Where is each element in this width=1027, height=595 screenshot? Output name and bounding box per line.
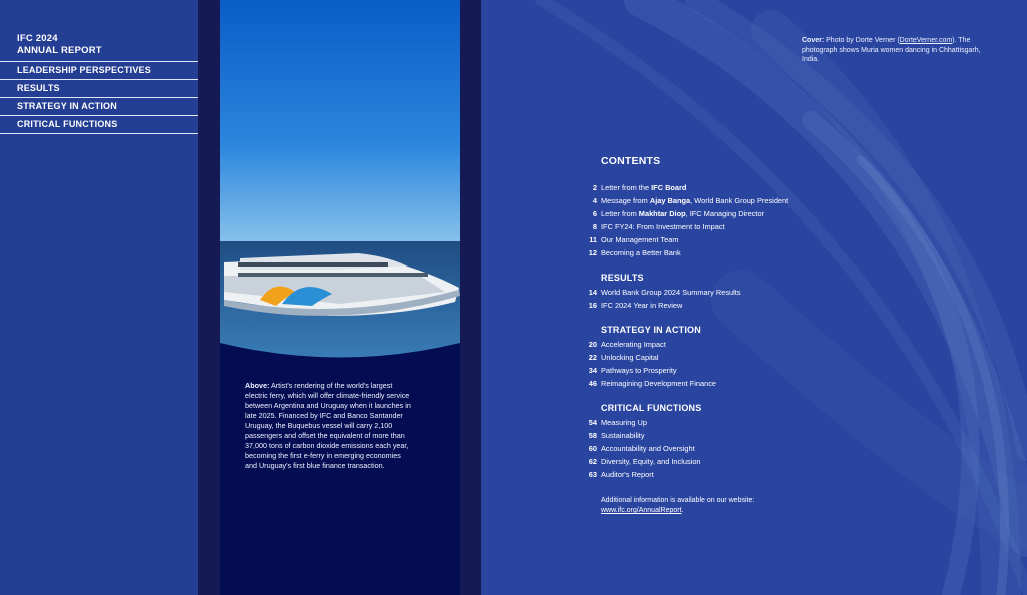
toc-item[interactable] [580, 194, 840, 207]
toc-item[interactable] [580, 220, 840, 233]
toc-item[interactable] [580, 181, 840, 194]
brand-line-1: IFC 2024 [17, 33, 58, 44]
toc-page-number: 2 [592, 183, 597, 192]
cover-text-2: ). The photograph shows Muria women dancing in Chhattisgarh, India. [802, 37, 981, 63]
toc-page-number: 62 [588, 457, 597, 466]
toc-critical-functions [580, 416, 840, 481]
nav-item-strategy-in-action[interactable]: STRATEGY IN ACTION [0, 97, 198, 115]
toc-item-text: Becoming a Better Bank [601, 248, 681, 257]
toc-item[interactable] [580, 468, 840, 481]
toc-item[interactable] [580, 233, 840, 246]
caption-lead: Above: [245, 381, 270, 390]
report-brand [17, 33, 102, 57]
toc-item-text: Pathways to Prosperity [601, 366, 677, 375]
toc-item[interactable] [580, 207, 840, 220]
toc-item[interactable] [580, 246, 840, 259]
toc-page-number: 6 [592, 209, 597, 218]
toc-leadership [580, 181, 840, 259]
critical-functions-heading: CRITICAL FUNCTIONS [601, 403, 702, 413]
toc-page-number: 34 [588, 366, 597, 375]
ferry-photo [220, 0, 460, 595]
cover-credit [802, 36, 987, 65]
toc-page-number: 8 [592, 222, 597, 231]
toc-item-text: Letter from [601, 209, 639, 218]
toc-item[interactable] [580, 351, 840, 364]
section-nav [0, 61, 198, 134]
toc-page-number: 60 [588, 444, 597, 453]
toc-item-text: Unlocking Capital [601, 353, 659, 362]
toc-item[interactable] [580, 299, 840, 312]
brand-line-2: ANNUAL REPORT [17, 45, 102, 56]
toc-item[interactable] [580, 286, 840, 299]
nav-item-critical-functions[interactable]: CRITICAL FUNCTIONS [0, 115, 198, 134]
toc-item-text: IFC FY24: From Investment to Impact [601, 222, 725, 231]
toc-item-text: Auditor's Report [601, 470, 654, 479]
nav-item-leadership-perspectives[interactable]: LEADERSHIP PERSPECTIVES [0, 61, 198, 79]
ferry-illustration [220, 0, 460, 595]
toc-item-text: Reimagining Development Finance [601, 379, 717, 388]
toc-page-number: 11 [589, 235, 597, 244]
toc-results [580, 286, 840, 312]
toc-item[interactable] [580, 416, 840, 429]
toc-page-number: 46 [588, 379, 597, 388]
toc-item-bold: Ajay Banga [649, 196, 691, 205]
toc-item[interactable] [580, 442, 840, 455]
toc-page-number: 20 [588, 340, 597, 349]
additional-info [601, 496, 791, 516]
toc-page-number: 14 [588, 288, 597, 297]
toc-item-text: World Bank Group 2024 Summary Results [601, 288, 741, 297]
link-period: . [681, 507, 684, 514]
caption-text: Artist's rendering of the world's largest electric ferry, which will offer climate-friendly service between Argentina and Uruguay when it launches in late 2025. Financed by IFC and Banco Santander Uruguay, the Buquebus vessel will carry 2,100 passengers and offset the equivalent of more than 37,000 tons of carbon dioxide emissions each year, becoming the first e-ferry in emerging economies and Uruguay's first blue finance transaction. [245, 381, 411, 470]
toc-item[interactable] [580, 455, 840, 468]
toc-item-text: Measuring Up [601, 418, 648, 427]
toc-page-number: 12 [588, 248, 597, 257]
toc-page-number: 4 [592, 196, 597, 205]
contents-heading: CONTENTS [601, 155, 661, 167]
photo-caption [245, 381, 413, 471]
strategy-heading: STRATEGY IN ACTION [601, 325, 701, 335]
toc-item-text: Our Management Team [601, 235, 679, 244]
toc-item-text: Sustainability [601, 431, 645, 440]
toc-item-bold: IFC Board [651, 183, 687, 192]
additional-info-text: Additional information is available on our website: [601, 497, 755, 504]
cover-lead: Cover: [802, 37, 825, 44]
left-navigation [0, 0, 198, 595]
toc-item[interactable] [580, 338, 840, 351]
toc-item-text: Letter from the [601, 183, 652, 192]
annual-report-link[interactable]: www.ifc.org/AnnualReport [601, 507, 682, 514]
toc-item[interactable] [580, 377, 840, 390]
toc-item-text: Diversity, Equity, and Inclusion [601, 457, 701, 466]
toc-page-number: 16 [588, 301, 597, 310]
toc-item-text: IFC 2024 Year in Review [601, 301, 683, 310]
toc-item[interactable] [580, 429, 840, 442]
toc-item-bold: Makhtar Diop [638, 209, 686, 218]
toc-item-suffix: , World Bank Group President [690, 196, 789, 205]
toc-page-number: 22 [588, 353, 597, 362]
toc-strategy [580, 338, 840, 390]
toc-item-text: Message from [601, 196, 650, 205]
cover-text-1: Photo by Dorte Verner ( [824, 37, 900, 44]
toc-item[interactable] [580, 364, 840, 377]
toc-item-text: Accountability and Oversight [601, 444, 695, 453]
toc-page-number: 58 [588, 431, 597, 440]
toc-page-number: 54 [588, 418, 597, 427]
toc-page-number: 63 [588, 470, 597, 479]
results-heading: RESULTS [601, 273, 644, 283]
nav-item-results[interactable]: RESULTS [0, 79, 198, 97]
toc-item-text: Accelerating Impact [601, 340, 666, 349]
toc-item-suffix: , IFC Managing Director [685, 209, 765, 218]
photographer-link[interactable]: DorteVerner.com [899, 37, 953, 44]
